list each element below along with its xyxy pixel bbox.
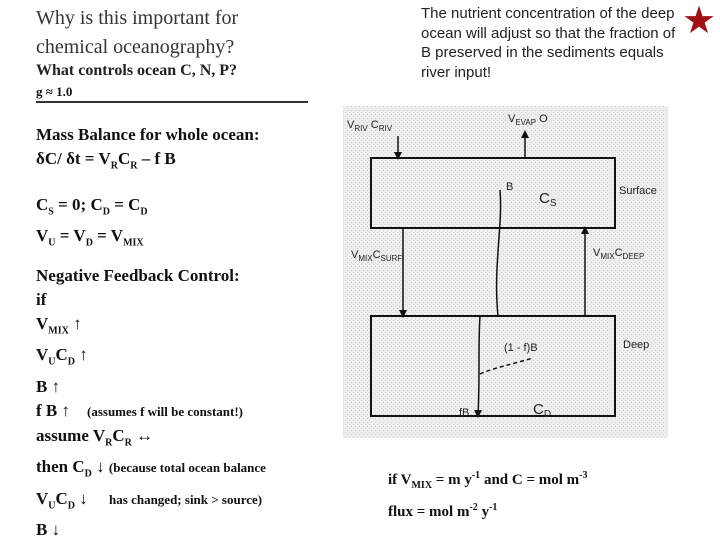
mass-balance-equation: δC/ $\delta t = V_RC_R - f$ B <box>36 149 176 172</box>
feedback-b-up: B ↑ <box>36 376 61 396</box>
fb-label: fB <box>459 407 470 419</box>
feedback-then: then $C_D$ ↓ (because total ocean balance <box>36 457 266 480</box>
vmix-surf-label: $V_{MIX}C_{SURF}$ <box>351 249 403 263</box>
steady-line-1: $C_S = 0$; $C_D = C_D$ <box>36 195 148 218</box>
mass-balance-heading: Mass Balance for whole ocean: <box>36 125 260 144</box>
right-explanation: The nutrient concentration of the deep ocean will adjust so that the fraction of B preserved in the sediments equals river input! <box>421 5 676 81</box>
vmix-deep-label: $V_{MIX}C_{DEEP}$ <box>593 247 645 261</box>
b-label: B <box>506 181 514 193</box>
one-minus-f-b-label: (1 - f)B <box>504 342 538 354</box>
units-block <box>388 465 588 523</box>
ocean-box-diagram <box>343 106 668 438</box>
feedback-vucd-down: $V_UC_D$ ↓ has changed; sink > source) <box>36 488 263 511</box>
feedback-b-down: B ↓ <box>36 519 61 539</box>
deep-label: Deep <box>623 339 650 351</box>
units-line-2: flux = mol $m^{-2}$ $y^{-1}$ <box>388 502 498 520</box>
v-evap-label: $V_{EVAP}$ O <box>508 113 548 127</box>
feedback-if: if <box>36 290 47 309</box>
then-note: (because total ocean balance <box>108 460 266 476</box>
feedback-vmix: $V_{MIX}$ ↑ <box>36 314 82 337</box>
cd-label: $C_D$ <box>533 401 552 420</box>
title-line-1: Why is this important for <box>36 7 239 29</box>
feedback-block <box>36 264 266 542</box>
steady-state-block <box>36 193 148 256</box>
feedback-assume: assume $V_RC_R$ ↔ <box>36 425 154 449</box>
title-line-2: chemical oceanography? <box>36 36 235 58</box>
cs-label: $C_S$ <box>539 190 557 209</box>
feedback-fb-up: f B ↑ (assumes f will be constant!) <box>36 400 243 420</box>
has-changed-note: has changed; sink > source) <box>109 491 263 507</box>
steady-line-2: $V_U = V_D = V_{MIX}$ <box>36 226 144 249</box>
g-note: g ≈ 1.0 <box>36 84 73 99</box>
feedback-vucd-up: $V_UC_D$ ↑ <box>36 345 88 368</box>
surface-label: Surface <box>619 185 657 197</box>
subtitle: What controls ocean C, N, P? <box>36 62 238 79</box>
v-riv-label: $V_{RIV}$ $C_{RIV}$ <box>347 119 393 133</box>
mass-balance-block <box>36 123 260 178</box>
diagram-background <box>343 106 668 438</box>
units-line-1: if $V_{MIX} = m$ $y^{-1}$ and C = mol $m^{-3}$ <box>388 470 588 491</box>
star-icon: ★ <box>682 0 717 42</box>
divider <box>36 101 308 103</box>
feedback-heading: Negative Feedback Control: <box>36 266 240 285</box>
assumes-note: (assumes f will be constant!) <box>87 403 243 419</box>
slide-title <box>36 4 238 62</box>
